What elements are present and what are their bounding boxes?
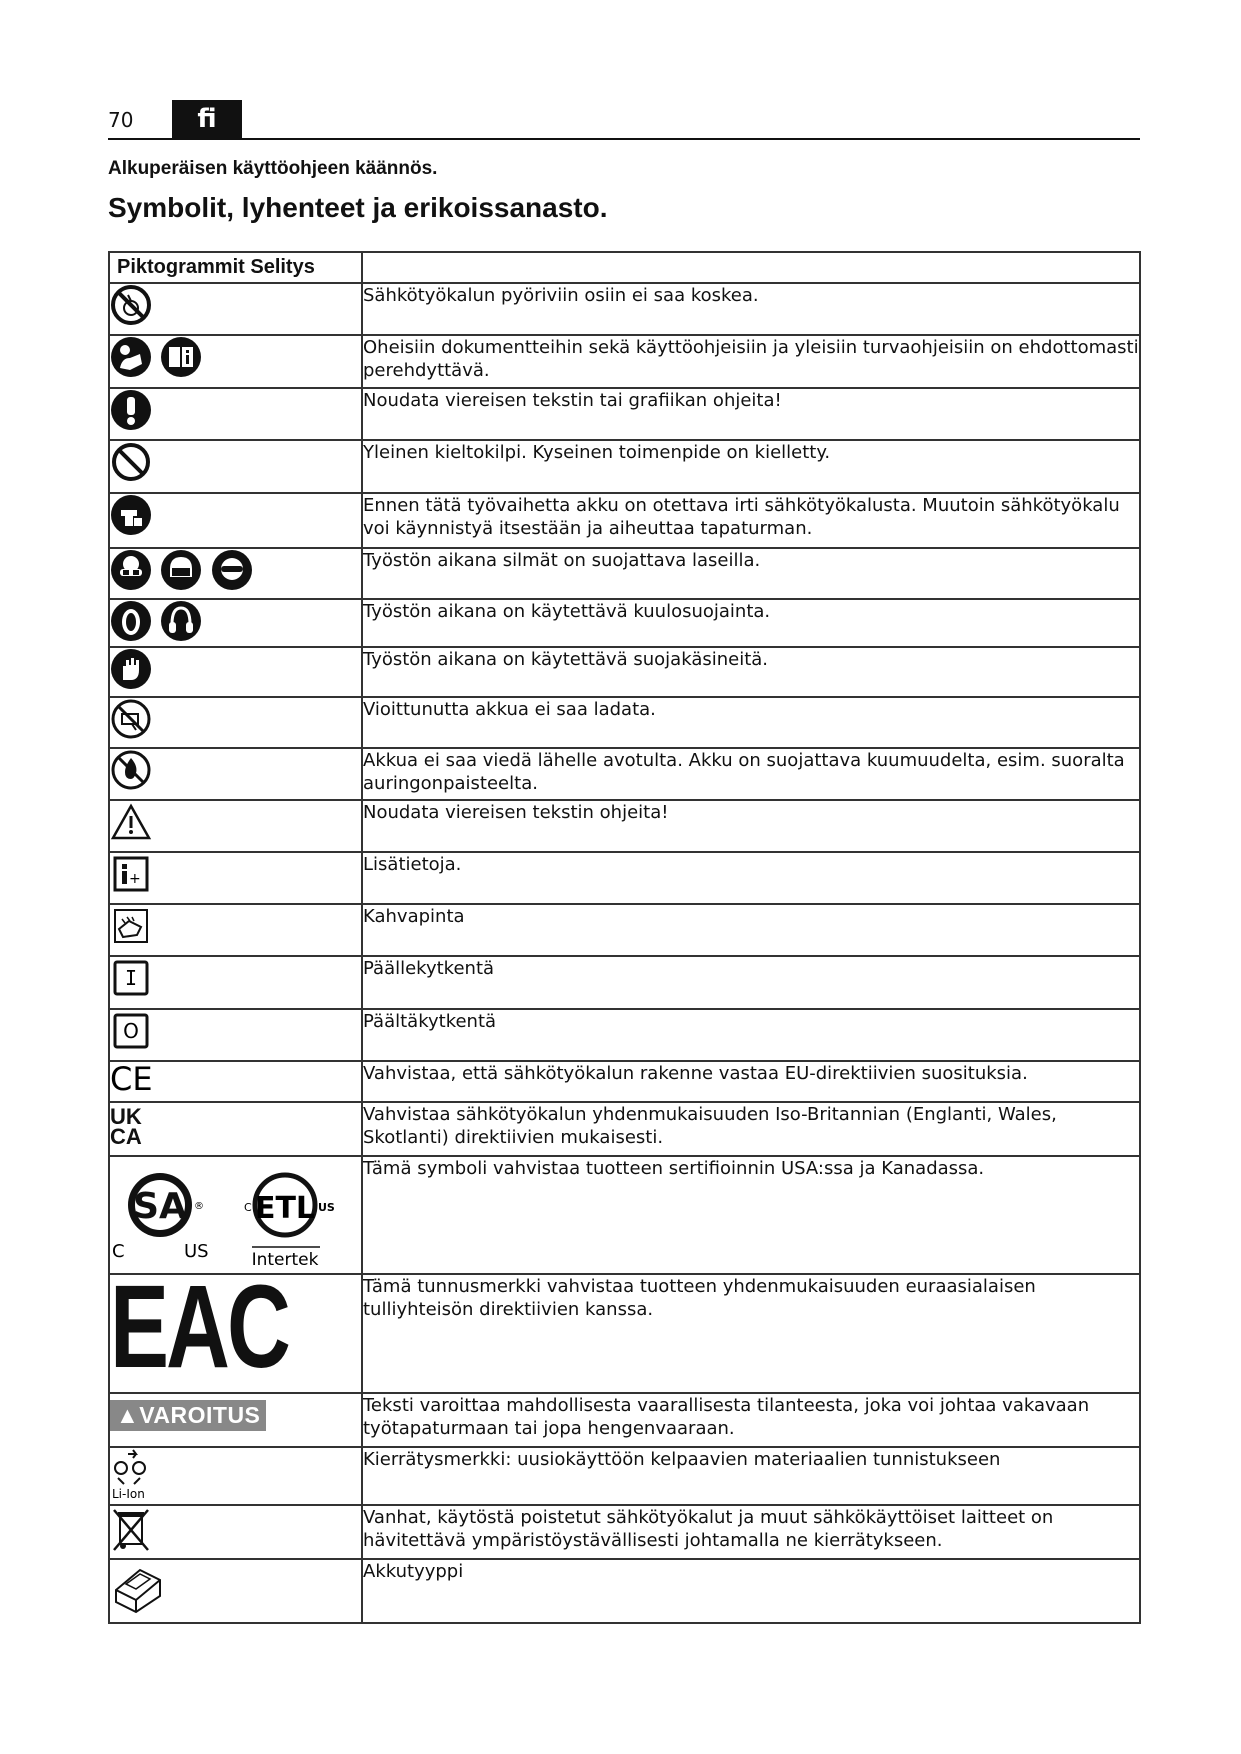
translation-note: Alkuperäisen käyttöohjeen käännös. xyxy=(108,158,438,179)
page-title: Symbolit, lyhenteet ja erikoissanasto. xyxy=(108,192,608,223)
ukca-line2: CA xyxy=(110,1124,142,1149)
eac-mark-icon: EAC xyxy=(110,1261,288,1393)
etl-us-label: US xyxy=(318,1201,336,1214)
safety-glasses-icon xyxy=(211,549,253,591)
row-description: Vahvistaa, että sähkötyökalun rakenne vastaa EU-direktiivien suosituksia. xyxy=(362,1061,1140,1102)
row-description: Työstön aikana on käytettävä suojakäsineitä. xyxy=(362,647,1140,697)
face-shield-icon xyxy=(160,549,202,591)
row-description: Tämä tunnusmerkki vahvistaa tuotteen yhdenmukaisuuden euraasialaisen tulliyhteisön direktiivien kanssa. xyxy=(362,1274,1140,1393)
prohibition-icon xyxy=(110,441,152,483)
gloves-icon xyxy=(110,648,152,690)
table-row xyxy=(109,904,1140,956)
grip-surface-icon xyxy=(110,905,152,947)
csa-mark-icon xyxy=(110,1163,220,1263)
no-charging-damaged-battery-icon xyxy=(110,698,152,740)
row-description: Päältäkytkentä xyxy=(362,1009,1140,1061)
row-description: Ennen tätä työvaihetta akku on otettava irti sähkötyökalusta. Muutoin sähkötyökalu voi käynnistyä itsestään ja aiheuttaa tapaturman. xyxy=(362,493,1140,548)
table-row xyxy=(109,1102,1140,1156)
table-row xyxy=(109,1393,1140,1447)
ukca-line1: UK xyxy=(110,1104,142,1129)
column-header: Piktogrammit Selitys xyxy=(109,252,362,283)
ear-muffs-icon xyxy=(160,600,202,642)
li-ion-recycling-icon xyxy=(110,1448,154,1500)
ce-label: CE xyxy=(110,1062,153,1096)
exclamation-icon xyxy=(110,389,152,431)
row-description: Päällekytkentä xyxy=(362,956,1140,1009)
varoitus-label: VAROITUS xyxy=(139,1402,261,1428)
switch-off-label: O xyxy=(123,1019,139,1043)
warning-triangle-icon xyxy=(110,801,152,843)
svg-text:+: + xyxy=(129,871,141,887)
row-description: Akkua ei saa viedä lähelle avotulta. Akku on suojattava kuumuudelta, esim. suoralta auringonpaisteelta. xyxy=(362,748,1140,800)
row-description: Vanhat, käytöstä poistetut sähkötyökalut ja muut sähkökäyttöiset laitteet on hävitettävä ympäristöystävällisesti johtamalla ne kierrätykseen. xyxy=(362,1505,1140,1559)
varoitus-badge: ▲VAROITUS xyxy=(110,1400,266,1431)
table-header-row xyxy=(109,252,1140,283)
table-row xyxy=(109,388,1140,440)
table-row xyxy=(109,852,1140,904)
ear-protection-icon xyxy=(110,600,152,642)
no-open-fire-icon xyxy=(110,749,152,791)
row-description: Tämä symboli vahvistaa tuotteen sertifioinnin USA:ssa ja Kanadassa. xyxy=(362,1156,1140,1274)
table-row xyxy=(109,1559,1140,1623)
table-row xyxy=(109,748,1140,800)
table-row xyxy=(109,800,1140,852)
crossed-bin-icon xyxy=(110,1506,152,1552)
row-description: Yleinen kieltokilpi. Kyseinen toimenpide on kielletty. xyxy=(362,440,1140,493)
row-description: Lisätietoja. xyxy=(362,852,1140,904)
page-header xyxy=(108,100,1140,140)
table-row xyxy=(109,1061,1140,1102)
column-header-empty xyxy=(362,252,1140,283)
etl-c-label: C xyxy=(244,1201,253,1214)
row-description: Akkutyyppi xyxy=(362,1559,1140,1623)
table-row xyxy=(109,548,1140,599)
symbols-table xyxy=(108,251,1141,1624)
page-number: 70 xyxy=(108,108,134,132)
no-touching-rotating-parts-icon xyxy=(110,284,152,326)
li-ion-label: Li-Ion xyxy=(112,1487,145,1500)
remove-battery-icon xyxy=(110,494,152,536)
svg-text:®: ® xyxy=(194,1201,204,1212)
table-row xyxy=(109,647,1140,697)
table-row xyxy=(109,1274,1140,1393)
intertek-label: Intertek xyxy=(252,1250,319,1270)
row-description: Työstön aikana silmät on suojattava laseilla. xyxy=(362,548,1140,599)
table-row xyxy=(109,1009,1140,1061)
table-row xyxy=(109,1447,1140,1505)
table-row xyxy=(109,283,1140,335)
svg-text:ETL: ETL xyxy=(255,1191,316,1226)
row-description: Oheisiin dokumentteihin sekä käyttöohjeisiin ja yleisiin turvaohjeisiin on ehdottomasti perehdyttävä. xyxy=(362,335,1140,388)
table-row xyxy=(109,335,1140,388)
row-description: Vioittunutta akkua ei saa ladata. xyxy=(362,697,1140,748)
goggles-icon xyxy=(110,549,152,591)
ce-mark-icon xyxy=(110,1062,160,1096)
svg-text:SA: SA xyxy=(133,1186,187,1227)
info-book-icon xyxy=(160,336,202,378)
table-row xyxy=(109,599,1140,647)
row-description: Kahvapinta xyxy=(362,904,1140,956)
ukca-mark-icon xyxy=(110,1104,361,1149)
csa-us-label: US xyxy=(184,1241,209,1262)
language-tab: fi xyxy=(172,100,242,138)
row-description: Teksti varoittaa mahdollisesta vaarallisesta tilanteesta, joka voi johtaa vakavaan työtapaturmaan tai jopa hengenvaaraan. xyxy=(362,1393,1140,1447)
switch-on-label: I xyxy=(124,966,138,990)
battery-pack-icon xyxy=(110,1560,166,1616)
table-row xyxy=(109,440,1140,493)
etl-mark-icon xyxy=(240,1163,340,1271)
switch-off-icon xyxy=(110,1010,152,1052)
row-description: Noudata viereisen tekstin ohjeita! xyxy=(362,800,1140,852)
row-description: Työstön aikana on käytettävä kuulosuojainta. xyxy=(362,599,1140,647)
info-plus-icon xyxy=(110,853,152,895)
table-row xyxy=(109,697,1140,748)
csa-c-label: C xyxy=(112,1241,125,1262)
table-row xyxy=(109,1505,1140,1559)
switch-on-icon xyxy=(110,957,152,999)
table-row xyxy=(109,493,1140,548)
row-description: Noudata viereisen tekstin tai grafiikan ohjeita! xyxy=(362,388,1140,440)
read-manual-icon xyxy=(110,336,152,378)
row-description: Vahvistaa sähkötyökalun yhdenmukaisuuden Iso-Britannian (Englanti, Wales, Skotlanti) direktiivien mukaisesti. xyxy=(362,1102,1140,1156)
row-description: Sähkötyökalun pyöriviin osiin ei saa koskea. xyxy=(362,283,1140,335)
table-row xyxy=(109,1156,1140,1274)
row-description: Kierrätysmerkki: uusiokäyttöön kelpaavien materiaalien tunnistukseen xyxy=(362,1447,1140,1505)
table-row xyxy=(109,956,1140,1009)
